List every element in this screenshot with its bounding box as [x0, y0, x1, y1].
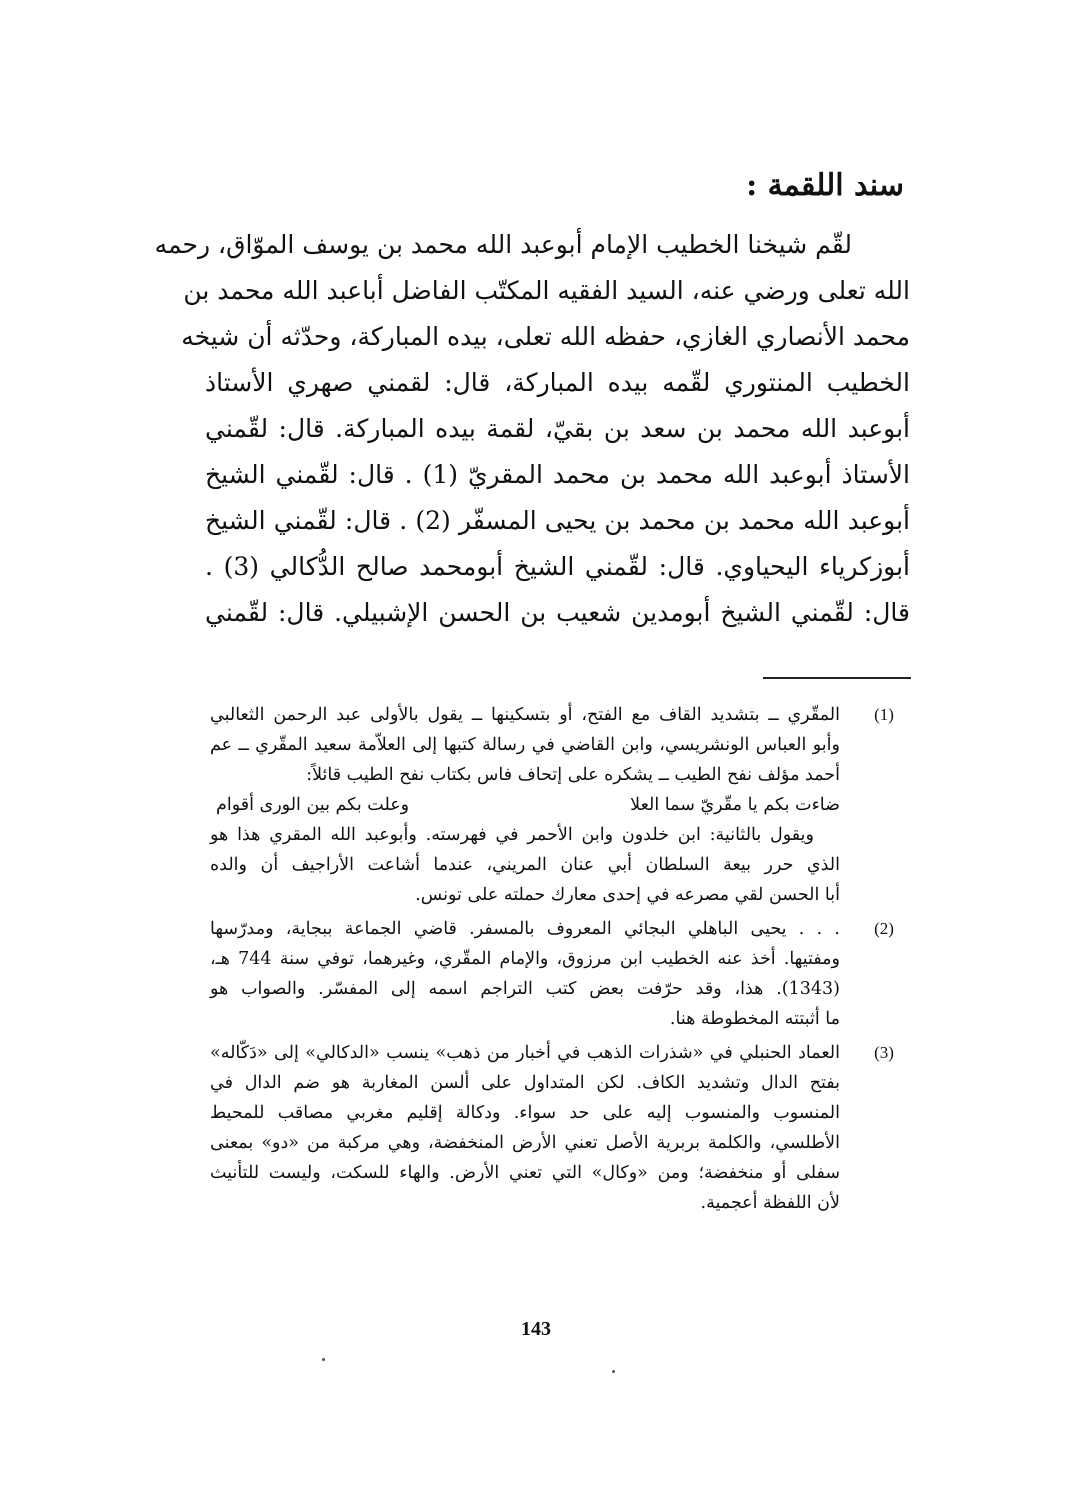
- footnote-line: . . . يحيى الباهلي البجائي المعروف بالمسفر. قاضي الجماعة ببجاية، ومدرّسها: [210, 919, 840, 939]
- footnote-line: بفتح الدال وتشديد الكاف. لكن المتداول على ألسن المغاربة هو ضم الدال في: [210, 1073, 840, 1093]
- footnote-line: أحمد مؤلف نفح الطيب ــ يشكره على إتحاف فاس بكتاب نفح الطيب قائلاً:: [306, 765, 840, 785]
- footnote-number: (2): [874, 919, 894, 938]
- page-number: 143: [521, 1318, 551, 1340]
- footnote-number: (3): [874, 1043, 894, 1062]
- footnote-line: (1343). هذا، وقد حرّفت بعض كتب التراجم اسمه إلى المفسّر. والصواب هو: [210, 979, 840, 999]
- footnote-2: [210, 914, 910, 1034]
- body-line: الله تعلى ورضي عنه، السيد الفقيه المكتّب الفاضل أباعبد الله محمد بن: [183, 276, 910, 305]
- verse-second-hemistich: وعلت بكم بين الورى أقوام: [216, 795, 410, 815]
- scan-speck: [322, 1358, 325, 1361]
- footnote-line: الذي حرر بيعة السلطان أبي عنان المريني، عندما أشاعت الأراجيف أن والده: [210, 855, 840, 875]
- footnote-number: (1): [874, 705, 894, 724]
- footnote-line: المنسوب والمنسوب إليه على حد سواء. ودكالة إقليم مغربي مصاقب للمحيط: [210, 1103, 840, 1123]
- footnote-1: [210, 700, 910, 910]
- body-line: أبوعبد الله محمد بن سعد بن بقيّ، لقمة بيده المباركة. قال: لقّمني: [205, 414, 910, 443]
- body-line: أبوزكرياء اليحياوي. قال: لقّمني الشيخ أبومحمد صالح الدُّكالي (3) .: [205, 552, 910, 581]
- body-line: قال: لقّمني الشيخ أبومدين شعيب بن الحسن الإشبيلي. قال: لقّمني: [205, 598, 910, 627]
- footnote-3: [210, 1038, 910, 1218]
- footnote-line: ويقول بالثانية: ابن خلدون وابن الأحمر في فهرسته. وأبوعبد الله المقري هذا هو: [210, 825, 814, 845]
- footnote-line: لأن اللفظة أعجمية.: [700, 1193, 840, 1213]
- body-line: لقّم شيخنا الخطيب الإمام أبوعبد الله محمد بن يوسف الموّاق، رحمه: [154, 230, 852, 259]
- main-text: [154, 222, 910, 636]
- verse-first-hemistich: ضاءت بكم يا مقّريّ سما العلا: [630, 795, 840, 815]
- footnote-line: المقّري ــ بتشديد القاف مع الفتح، أو بتسكينها ــ يقول بالأولى عبد الرحمن الثعالبي: [210, 705, 840, 725]
- footnote-line: وأبو العباس الونشريسي، وابن القاضي في رسالة كتبها إلى العلاّمة سعيد المقّري ــ عم: [210, 735, 840, 755]
- footnote-separator: [763, 677, 911, 679]
- body-line: الخطيب المنتوري لقّمه بيده المباركة، قال: لقمني صهري الأستاذ: [205, 368, 910, 397]
- footnote-line: العماد الحنبلي في «شذرات الذهب في أخبار من ذهب» ينسب «الدكالي» إلى «دَكّاله»: [210, 1043, 840, 1063]
- footnotes: [210, 700, 910, 1222]
- footnote-line: سفلى أو منخفضة؛ ومن «وكال» التي تعني الأرض. والهاء للسكت، وليست للتأنيث: [210, 1163, 840, 1183]
- poem-verse: [210, 790, 840, 820]
- footnote-line: ما أثبتته المخطوطة هنا.: [669, 1009, 840, 1029]
- footnote-line: الأطلسي، والكلمة بربرية الأصل تعني الأرض المنخفضة، وهي مركبة من «دو» بمعنى: [210, 1133, 840, 1153]
- body-line: محمد الأنصاري الغازي، حفظه الله تعلى، بيده المباركة، وحدّثه أن شيخه: [181, 322, 910, 351]
- footnote-line: ومفتيها. أخذ عنه الخطيب ابن مرزوق، والإمام المقّري، وغيرهما، توفي سنة 744 هـ،: [210, 949, 840, 969]
- scan-speck: [612, 1370, 615, 1373]
- body-line: أبوعبد الله محمد بن محمد بن يحيى المسفّر (2) . قال: لقّمني الشيخ: [205, 506, 910, 535]
- body-line: الأستاذ أبوعبد الله محمد بن محمد المقريّ (1) . قال: لقّمني الشيخ: [205, 460, 910, 489]
- footnote-line: أبا الحسن لقي مصرعه في إحدى معارك حملته على تونس.: [415, 885, 840, 905]
- section-heading: سند اللقمة :: [746, 168, 904, 203]
